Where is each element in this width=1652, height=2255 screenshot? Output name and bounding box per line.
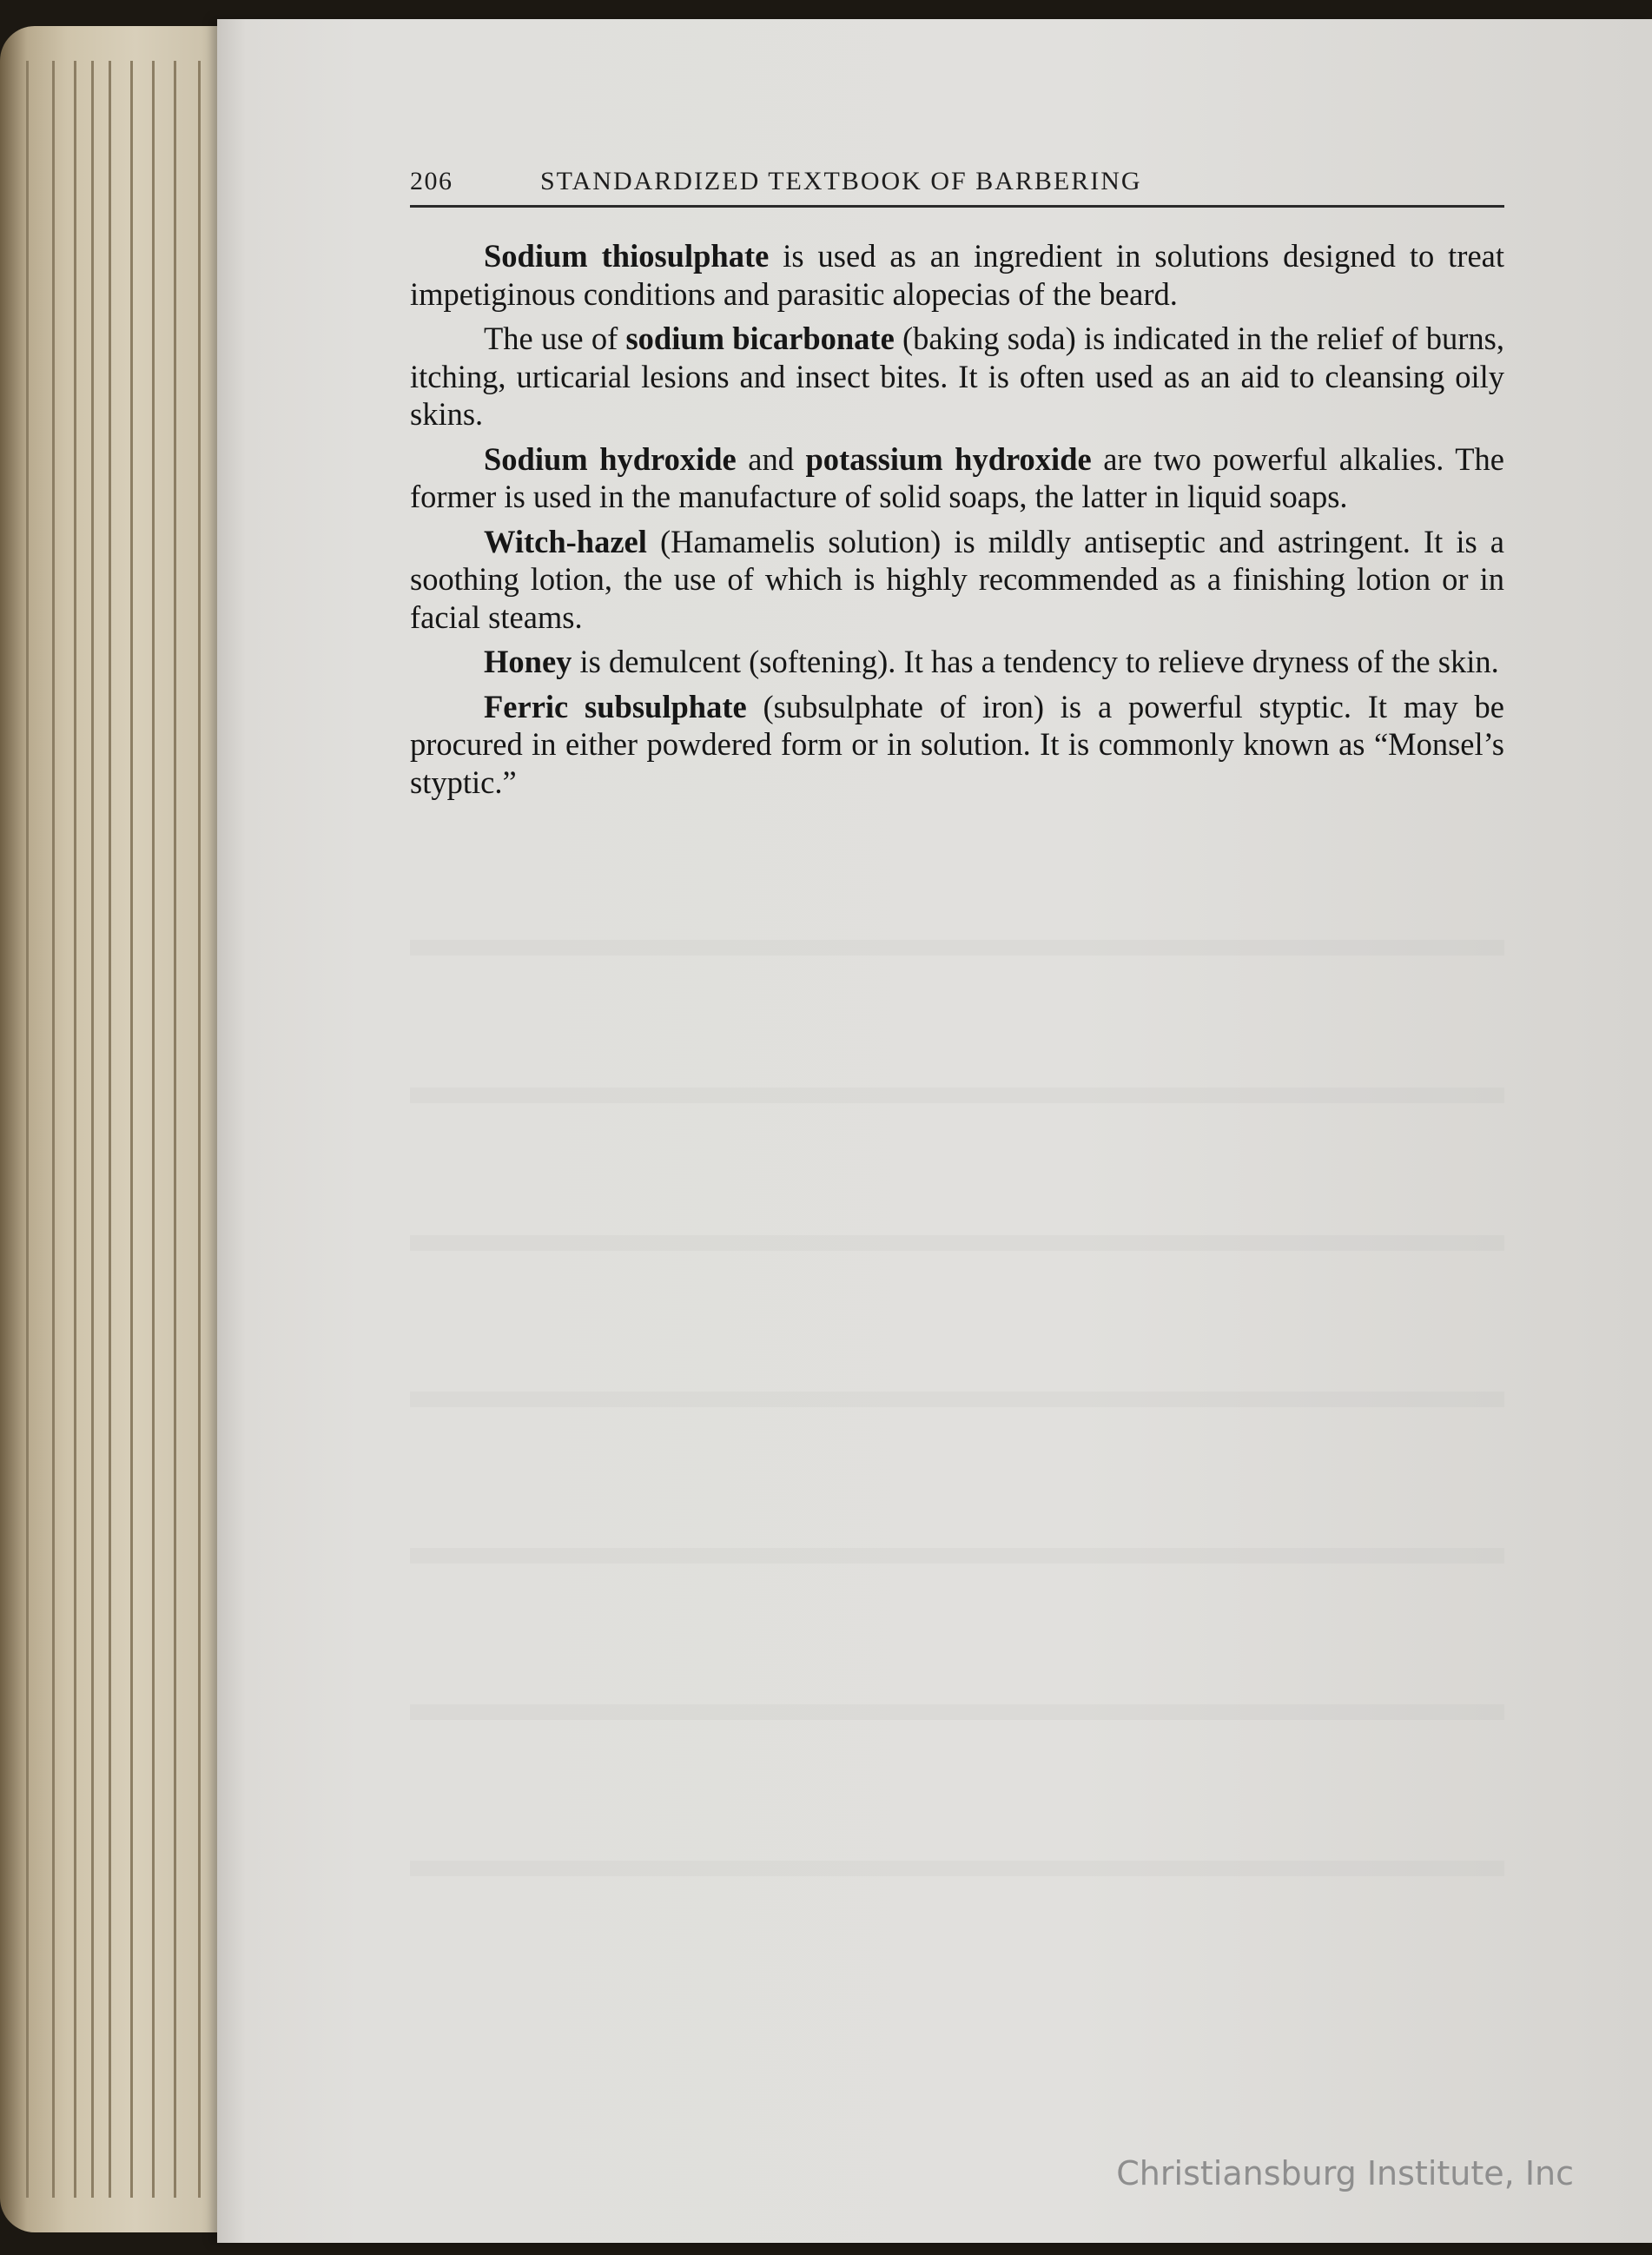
defined-term: sodium bicarbonate bbox=[625, 321, 895, 356]
paragraph-text: (subsulphate of iron) is a powerful styptic. It may be procured in either powdered form or in solution. It is commonly known as “Monsel’s styptic.” bbox=[410, 688, 1504, 800]
paragraph-text: (baking soda) is indicated in the relief of burns, itching, urticarial lesions and insect bites. It is often used as an aid to cleansing oily skins. bbox=[410, 321, 1504, 432]
page-edge-line bbox=[26, 61, 29, 2198]
book-page bbox=[217, 19, 1652, 2243]
page-edge-line bbox=[130, 61, 133, 2198]
defined-term: Ferric subsulphate bbox=[484, 688, 747, 724]
defined-term: Sodium thiosulphate bbox=[484, 238, 770, 274]
defined-term: potassium hydroxide bbox=[805, 440, 1092, 477]
paragraph-text: are two powerful alkalies. The former is used in the manufacture of solid soaps, the latter in liquid soaps. bbox=[410, 440, 1504, 514]
bleed-through bbox=[410, 1548, 1504, 1564]
running-title: STANDARDIZED TEXTBOOK OF BARBERING bbox=[540, 167, 1142, 195]
paragraph bbox=[410, 643, 1504, 681]
defined-term: Honey bbox=[484, 644, 572, 679]
paragraph bbox=[410, 523, 1504, 637]
running-head bbox=[410, 167, 1504, 208]
page-edge-line bbox=[198, 61, 201, 2198]
page-edge-line bbox=[52, 61, 55, 2198]
watermark: Christiansburg Institute, Inc bbox=[1116, 2154, 1574, 2192]
bleed-through bbox=[410, 1861, 1504, 1876]
paragraph bbox=[410, 237, 1504, 313]
defined-term: Sodium hydroxide bbox=[484, 440, 737, 477]
bleed-through bbox=[410, 1088, 1504, 1103]
bleed-through bbox=[410, 1235, 1504, 1251]
body-text bbox=[410, 237, 1504, 801]
bleed-through bbox=[410, 1704, 1504, 1720]
paragraph bbox=[410, 688, 1504, 802]
paragraph bbox=[410, 440, 1504, 516]
defined-term: Witch-hazel bbox=[484, 523, 647, 559]
paragraph-text: (Hamamelis solution) is mildly antiseptic and astringent. It is a soothing lotion, the use of which is highly recommended as a finishing lotion or in facial steams. bbox=[410, 523, 1504, 635]
book-page-edges bbox=[0, 26, 226, 2232]
page-number: 206 bbox=[410, 167, 453, 195]
paragraph-text: is demulcent (softening). It has a tendency to relieve dryness of the skin. bbox=[572, 644, 1499, 679]
paragraph-text: is used as an ingredient in solutions designed to treat impetiginous conditions and parasitic alopecias of the beard. bbox=[410, 238, 1504, 312]
page-edge-line bbox=[109, 61, 111, 2198]
page-edge-line bbox=[152, 61, 155, 2198]
paragraph bbox=[410, 320, 1504, 433]
paragraph-text: The use of bbox=[484, 321, 626, 356]
bleed-through bbox=[410, 1392, 1504, 1407]
bleed-through bbox=[410, 940, 1504, 956]
page-edge-line bbox=[91, 61, 94, 2198]
page-edge-line bbox=[174, 61, 176, 2198]
page-content bbox=[410, 167, 1504, 808]
paragraph-text: and bbox=[736, 440, 806, 477]
page-edge-line bbox=[74, 61, 76, 2198]
